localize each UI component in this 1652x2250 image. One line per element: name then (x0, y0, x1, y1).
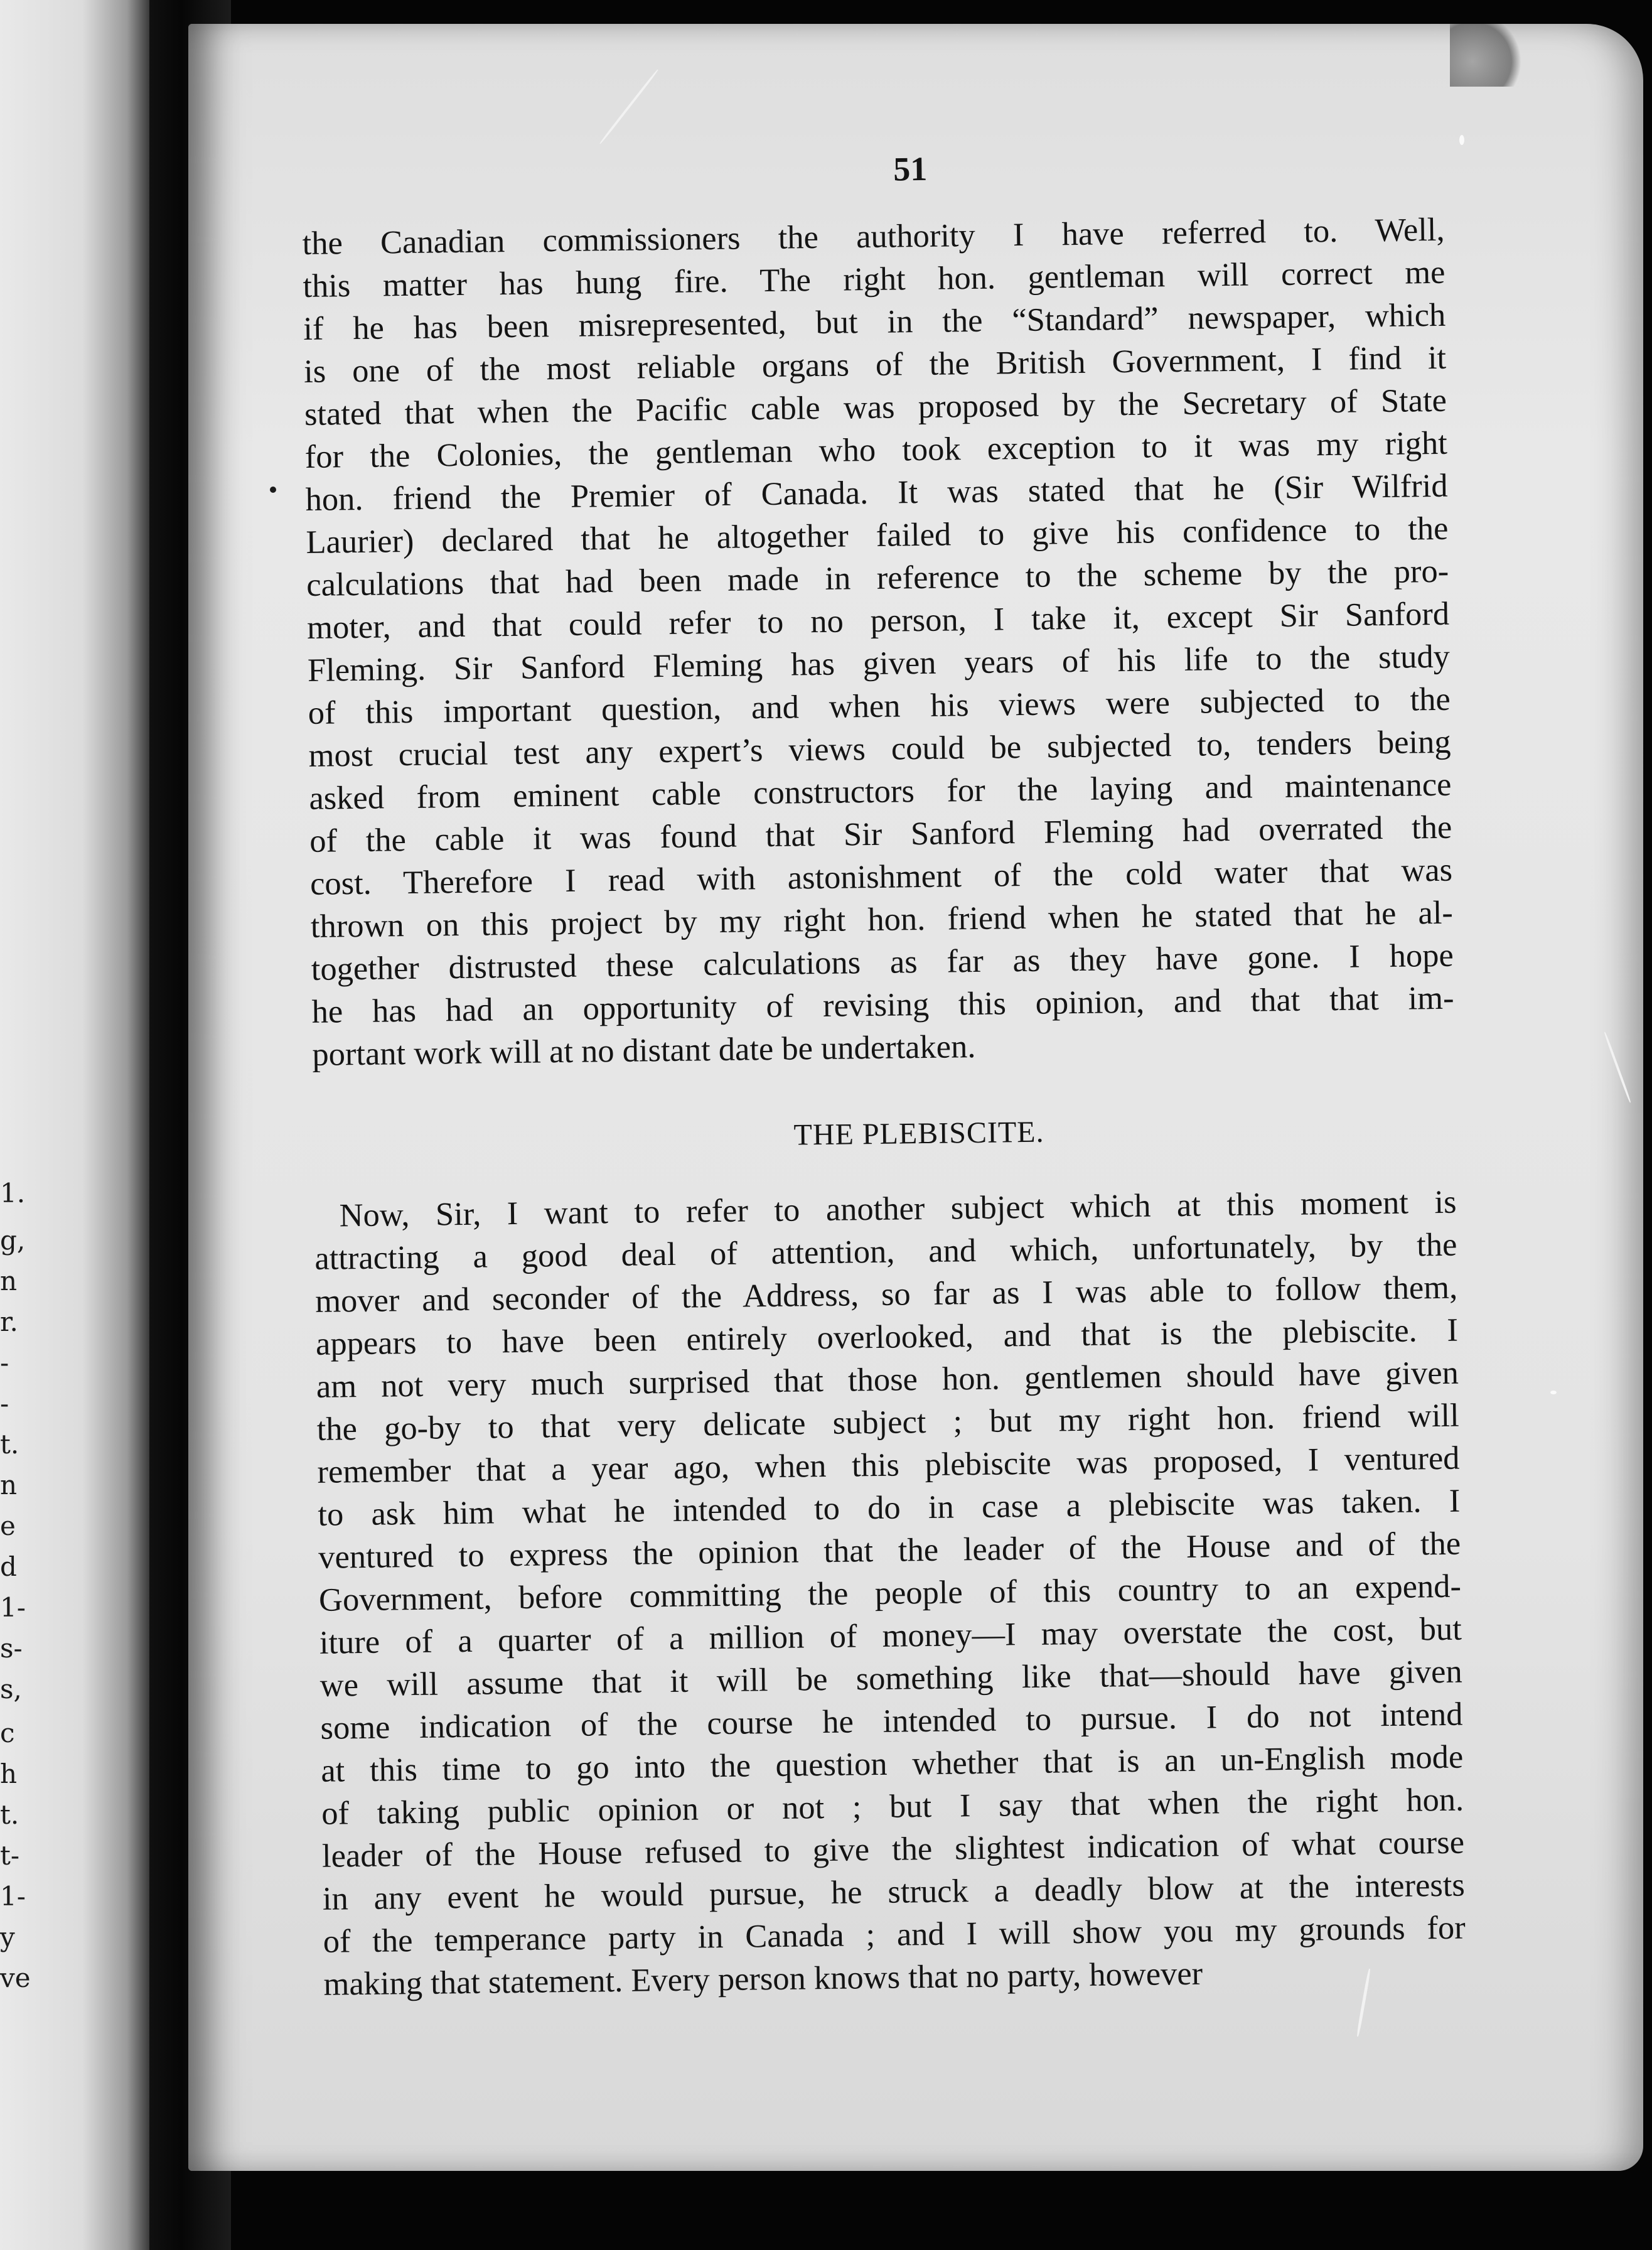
text-line: for the Colonies, the gentleman who took exception to it was my right (304, 424, 1448, 475)
text-line: if he has been misrepresented, but in the “Standard” newspaper, which (303, 296, 1446, 347)
text-line: calculations that had been made in reference to the scheme by the pro- (306, 552, 1449, 603)
previous-page-edge (0, 0, 149, 2250)
text-line: moter, and that could refer to no person, I take it, except Sir Sanford (306, 595, 1450, 646)
margin-fragment: s- (0, 1633, 23, 1664)
paragraph-plebiscite (314, 1181, 1466, 2006)
previous-page-text-fragments (0, 0, 149, 2250)
margin-fragment: n (0, 1266, 18, 1296)
margin-fragment: c (0, 1718, 15, 1748)
text-line: making that statement. Every person knows that no party, however (323, 1955, 1203, 2003)
text-line: we will assume that it will be something like that—should have given (319, 1653, 1462, 1704)
text-line: he has had an opportunity of revising this opinion, and that that im- (311, 979, 1454, 1030)
margin-fragment: t- (0, 1840, 20, 1871)
section-heading: THE PLEBISCITE. (793, 1115, 1044, 1152)
margin-fragment: h (0, 1758, 18, 1789)
text-line: of taking public opinion or not ; but I say that when the right hon. (321, 1781, 1464, 1832)
margin-fragment: - (0, 1347, 9, 1378)
text-line: together distrusted these calculations as far as they have gone. I hope (311, 937, 1454, 988)
margin-fragment: e (0, 1510, 16, 1541)
text-line: this matter has hung fire. The right hon. gentleman will correct me (303, 254, 1446, 304)
text-line: the go-by to that very delicate subject ; but my right hon. friend will (316, 1397, 1459, 1448)
text-line: cost. Therefore I read with astonishment of the cold water that was (309, 851, 1453, 902)
text-line: of the temperance party in Canada ; and I will show you my grounds for (323, 1909, 1466, 1960)
page-corner-wear (1450, 24, 1525, 87)
text-line: Now, Sir, I want to refer to another subject which at this moment is (339, 1183, 1457, 1234)
text-line: to ask him what he intended to do in case a plebiscite was taken. I (318, 1482, 1461, 1533)
text-line: appears to have been entirely overlooked, and that is the plebiscite. I (315, 1311, 1459, 1362)
text-line: of this important question, and when his views were subjected to the (308, 681, 1451, 731)
paragraph-pacific-cable (302, 208, 1454, 1076)
margin-fragment: g, (0, 1225, 26, 1256)
text-line: is one of the most reliable organs of the British Government, I find it (303, 339, 1447, 390)
text-line: asked from eminent cable constructors for the laying and maintenance (309, 766, 1452, 817)
dust-speck (1550, 1391, 1557, 1394)
text-line: Laurier) declared that he altogether failed to give his confidence to the (306, 510, 1449, 561)
margin-fragment: d (0, 1551, 17, 1582)
margin-fragment: t. (0, 1429, 19, 1460)
text-line: hon. friend the Premier of Canada. It was stated that he (Sir Wilfrid (305, 467, 1448, 518)
text-line: at this time to go into the question whether that is an un-English mode (321, 1738, 1464, 1789)
text-line: ventured to express the opinion that the leader of the House and of the (318, 1525, 1461, 1576)
text-line: remember that a year ago, when this plebiscite was proposed, I ventured (317, 1440, 1460, 1490)
text-line: some indication of the course he intended to pursue. I do not intend (320, 1696, 1463, 1747)
text-line: thrown on this project by my right hon. friend when he stated that he al- (310, 894, 1454, 945)
text-line: stated that when the Pacific cable was proposed by the Secretary of State (304, 382, 1447, 433)
margin-fragment: t. (0, 1799, 19, 1830)
text-line: Government, before committing the people of this country to an expend- (318, 1568, 1462, 1618)
margin-fragment: - (0, 1388, 9, 1419)
text-line: of the cable it was found that Sir Sanford Fleming had overrated the (309, 809, 1452, 859)
page-number: 51 (893, 149, 928, 188)
dust-speck (1459, 135, 1464, 145)
margin-fragment: 1- (0, 1592, 26, 1623)
dust-speck (270, 487, 276, 493)
margin-fragment: n (0, 1470, 18, 1500)
text-line: the Canadian commissioners the authority I have referred to. Well, (302, 211, 1445, 262)
text-line: leader of the House refused to give the slightest indication of what course (321, 1824, 1465, 1875)
margin-fragment: 1- (0, 1881, 26, 1912)
text-line: Fleming. Sir Sanford Fleming has given years of his life to the study (307, 638, 1451, 689)
text-line: attracting a good deal of attention, and which, unfortunately, by the (314, 1226, 1457, 1277)
margin-fragment: ve (0, 1962, 31, 1993)
margin-fragment: r. (0, 1306, 18, 1337)
margin-fragment: 1. (0, 1178, 26, 1208)
text-line: most crucial test any expert’s views could be subjected to, tenders being (308, 723, 1451, 774)
text-line: am not very much surprised that those hon. gentlemen should have given (316, 1354, 1459, 1405)
margin-fragment: y (0, 1922, 15, 1952)
text-line: portant work will at no distant date be undertaken. (312, 1028, 976, 1073)
page-text (301, 143, 1466, 2006)
margin-fragment: s, (0, 1674, 22, 1704)
text-line: iture of a quarter of a million of money—I may overstate the cost, but (319, 1610, 1462, 1661)
text-line: in any event he would pursue, he struck a deadly blow at the interests (322, 1866, 1466, 1917)
text-line: mover and seconder of the Address, so far as I was able to follow them, (314, 1269, 1458, 1320)
